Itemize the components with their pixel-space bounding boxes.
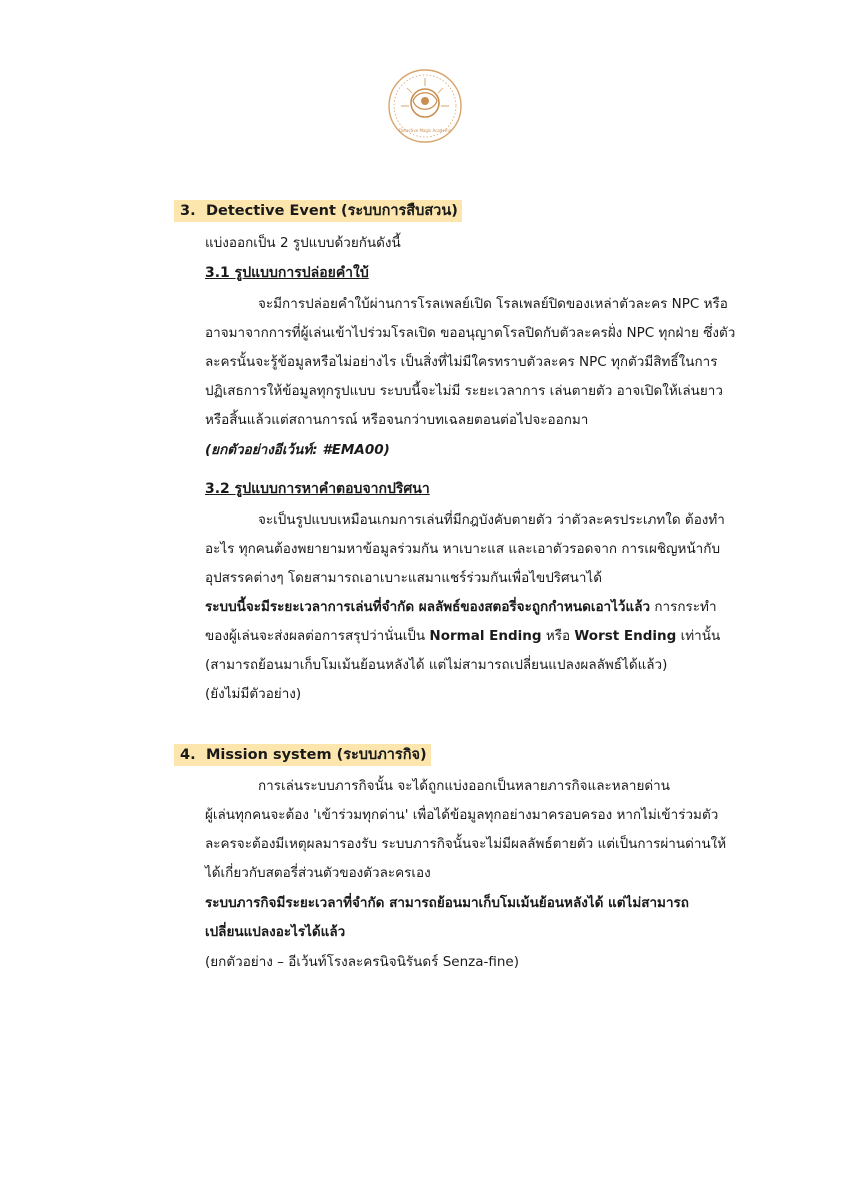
section-4-line: การเล่นระบบภารกิจนั้น จะได้ถูกแบ่งออกเป็นหลายภารกิจและหลายด่าน: [258, 778, 670, 794]
svg-text:Detective Magic Academy: Detective Magic Academy: [398, 128, 452, 133]
sub1-line: จะมีการปล่อยคำใบ้ผ่านการโรลเพลย์เปิด โรลเพลย์ปิดของเหล่าตัวละคร NPC หรือ: [258, 296, 728, 312]
subsection-3-2-title: 3.2 รูปแบบการหาคำตอบจากปริศนา: [205, 481, 430, 497]
section-3-title: Detective Event (ระบบการสืบสวน): [206, 203, 458, 219]
section-3-number: 3.: [180, 203, 196, 219]
sub2-line: อะไร ทุกคนต้องพยายามหาข้อมูลร่วมกัน หาเบาะแส และเอาตัวรอดจาก การเผชิญหน้ากับ: [205, 541, 721, 557]
ending-pre: ของผู้เล่นจะส่งผลต่อการสรุปว่านั่นเป็น: [205, 628, 430, 644]
section-3-heading: [180, 199, 462, 223]
section-4-example: (ยกตัวอย่าง – อีเว้นท์โรงละครนิจนิรันดร์ Senza-fine): [205, 954, 520, 970]
worst-ending-label: Worst Ending: [574, 628, 677, 644]
sub2-bold-tail: การกระทำ: [650, 599, 717, 615]
ending-post: เท่านั้น: [676, 628, 721, 644]
section-4-bold-line: ระบบภารกิจมีระยะเวลาที่จำกัด สามารถย้อนมาเก็บโมเม้นย้อนหลังได้ แต่ไม่สามารถ: [205, 895, 689, 911]
section-4-line: ผู้เล่นทุกคนจะต้อง 'เข้าร่วมทุกด่าน' เพื่อได้ข้อมูลทุกอย่างมาครอบครอง หากไม่เข้าร่วมตัว: [205, 807, 719, 823]
sub2-bold-text: ระบบนี้จะมีระยะเวลาการเล่นที่จำกัด ผลลัพธ์ของสตอรี่จะถูกกำหนดเอาไว้แล้ว: [205, 599, 651, 615]
academy-seal-logo: [387, 68, 463, 144]
ending-mid: หรือ: [541, 628, 575, 644]
section-4-title: Mission system (ระบบภารกิจ): [206, 747, 427, 763]
sub1-line: ปฏิเสธการให้ข้อมูลทุกรูปแบบ ระบบนี้จะไม่มี ระยะเวลาการ เล่นตายตัว อาจเปิดให้เล่นยาว: [205, 383, 723, 399]
sub1-line: ละครนั้นจะรู้ข้อมูลหรือไม่อย่างไร เป็นสิ่งที่ไม่มีใครทราบตัวละคร NPC ทุกตัวมีสิทธิ์ในการ: [205, 354, 718, 370]
sub2-line: อุปสรรคต่างๆ โดยสามารถเอาเบาะแสมาแชร์ร่วมกันเพื่อไขปริศนาได้: [205, 570, 602, 586]
section-4-number: 4.: [180, 747, 196, 763]
sub1-example: (ยกตัวอย่างอีเว้นท์: #EMA00): [205, 442, 390, 458]
sub2-line: จะเป็นรูปแบบเหมือนเกมการเล่นที่มีกฎบังคับตายตัว ว่าตัวละครประเภทใด ต้องทำ: [258, 512, 725, 528]
sub2-bold-line: [205, 597, 717, 617]
sub2-ending-line: [205, 626, 720, 646]
subsection-3-1-title: 3.1 รูปแบบการปล่อยคำใบ้: [205, 265, 369, 281]
normal-ending-label: Normal Ending: [429, 628, 542, 644]
section-4-line: ได้เกี่ยวกับสตอรี่ส่วนตัวของตัวละครเอง: [205, 865, 431, 881]
sub1-line: หรือสิ้นแล้วแต่สถานการณ์ หรือจนกว่าบทเฉลยตอนต่อไปจะออกมา: [205, 412, 589, 428]
sub2-example: (ยังไม่มีตัวอย่าง): [205, 686, 302, 702]
section-4-heading: [180, 743, 431, 767]
section-3-intro: แบ่งออกเป็น 2 รูปแบบด้วยกันดังนี้: [205, 235, 401, 251]
sub1-line: อาจมาจากการที่ผู้เล่นเข้าไปร่วมโรลเปิด ขออนุญาตโรลปิดกับตัวละครฝั่ง NPC ทุกฝ่าย ซึ่งตัว: [205, 325, 736, 341]
sub2-note: (สามารถย้อนมาเก็บโมเม้นย้อนหลังได้ แต่ไม่สามารถเปลี่ยนแปลงผลลัพธ์ได้แล้ว): [205, 657, 668, 673]
section-4-line: ละครจะต้องมีเหตุผลมารองรับ ระบบภารกิจนั้นจะไม่มีผลลัพธ์ตายตัว แต่เป็นการผ่านด่านให้: [205, 836, 727, 852]
section-4-bold-line: เปลี่ยนแปลงอะไรได้แล้ว: [205, 924, 346, 940]
